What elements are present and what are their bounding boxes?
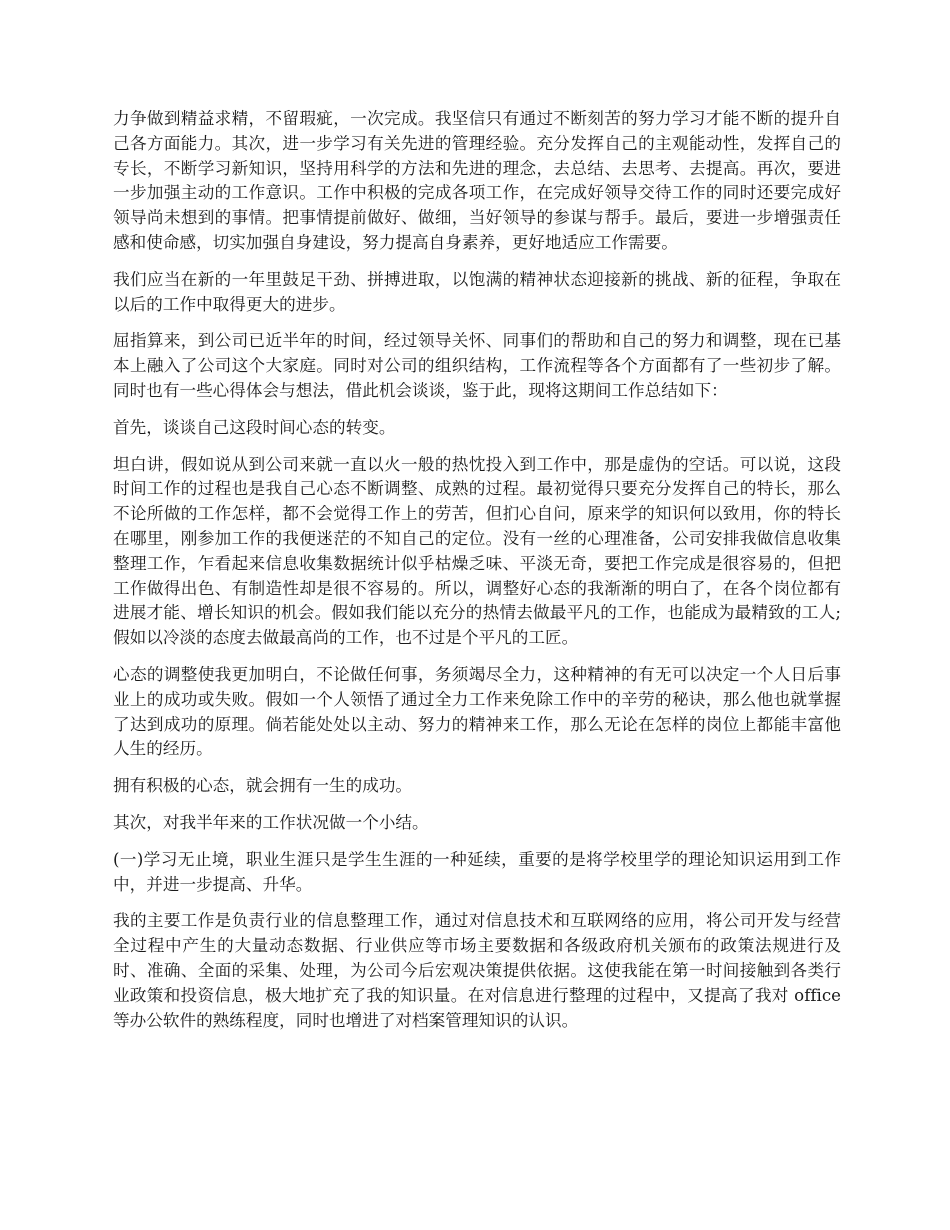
paragraph-8: 其次，对我半年来的工作状况做一个小结。 [113, 812, 429, 832]
paragraph-3: 屈指算来，到公司已近半年的时间，经过领导关怀、同事们的帮助和自己的努力和调整，现在已基本上融入了公司这个大家庭。同时对公司的组织结构，工作流程等各个方面都有了一些初步了解。同时也有一些心得体会与想法，借此机会谈谈，鉴于此，现将这期间工作总结如下： [113, 331, 841, 400]
paragraph-7: 拥有积极的心态，就会拥有一生的成功。 [113, 776, 413, 796]
paragraph-5: 坦白讲，假如说从到公司来就一直以火一般的热忱投入到工作中，那是虚伪的空话。可以说，这段时间工作的过程也是我自己心态不断调整、成熟的过程。最初觉得只要充分发挥自己的特长，那么不论所做的工作怎样，都不会觉得工作上的劳苦，但扪心自问，原来学的知识何以致用，你的特长在哪里，刚参加工作的我便迷茫的不知自己的定位。没有一丝的心理准备，公司安排我做信息收集整理工作，乍看起来信息收集数据统计似乎枯燥乏味、平淡无奇，要把工作完成是很容易的，但把工作做得出色、有制造性却是很不容易的。所以，调整好心态的我渐渐的明白了，在各个岗位都有进展才能、增长知识的机会。假如我们能以充分的热情去做最平凡的工作，也能成为最精致的工人;假如以冷淡的态度去做最高尚的工作，也不过是个平凡的工匠。 [113, 454, 841, 648]
paragraph-1: 力争做到精益求精，不留瑕疵，一次完成。我坚信只有通过不断刻苦的努力学习才能不断的提升自己各方面能力。其次，进一步学习有关先进的管理经验。充分发挥自己的主观能动性，发挥自己的专长，不断学习新知识，坚持用科学的方法和先进的理念，去总结、去思考、去提高。再次，要进一步加强主动的工作意识。工作中积极的完成各项工作，在完成好领导交待工作的同时还要完成好领导尚未想到的事情。把事情提前做好、做细，当好领导的参谋与帮手。最后，要进一步增强责任感和使命感，切实加强自身建设，努力提高自身素养，更好地适应工作需要。 [113, 109, 841, 252]
paragraph-10: 我的主要工作是负责行业的信息整理工作，通过对信息技术和互联网络的应用，将公司开发与经营全过程中产生的大量动态数据、行业供应等市场主要数据和各级政府机关颁布的政策法规进行及时、准确、全面的采集、处理，为公司今后宏观决策提供依据。这使我能在第一时间接触到各类行业政策和投资信息，极大地扩充了我的知识量。在对信息进行整理的过程中，又提高了我对 office 等办公软件的熟练程度，同时也增进了对档案管理知识的认识。 [113, 911, 841, 1030]
paragraph-6: 心态的调整使我更加明白，不论做任何事，务须竭尽全力，这种精神的有无可以决定一个人日后事业上的成功或失败。假如一个人领悟了通过全力工作来免除工作中的辛劳的秘诀，那么他也就掌握了达到成功的原理。倘若能处处以主动、努力的精神来工作，那么无论在怎样的岗位上都能丰富他人生的经历。 [113, 664, 841, 759]
paragraph-2: 我们应当在新的一年里鼓足干劲、拼搏进取，以饱满的精神状态迎接新的挑战、新的征程，争取在以后的工作中取得更大的进步。 [113, 269, 841, 314]
paragraph-9: (一)学习无止境，职业生涯只是学生生涯的一种延续，重要的是将学校里学的理论知识运用到工作中，并进一步提高、升华。 [113, 849, 841, 894]
paragraph-4: 首先，谈谈自己这段时间心态的转变。 [113, 417, 396, 437]
document-body [113, 107, 841, 1045]
